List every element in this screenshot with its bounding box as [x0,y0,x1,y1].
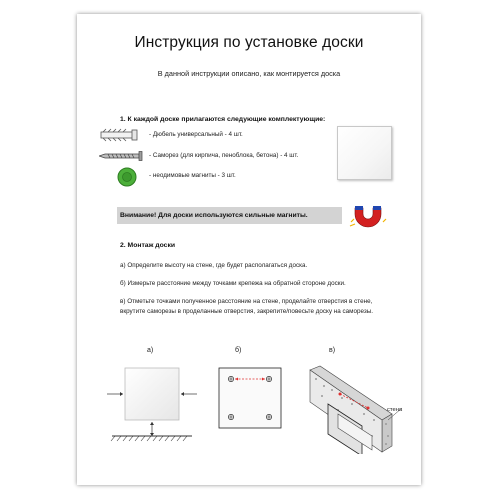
step-a-text: а) Определите высоту на стене, где будет располагаться доска. [120,262,308,269]
horseshoe-magnet-icon [349,204,387,230]
page-subtitle: В данной инструкции описано, как монтируется доска [157,69,341,78]
instruction-sheet [77,14,421,485]
warning-banner: Внимание! Для доски используются сильные магниты. [117,207,342,224]
step-b-text: б) Измерьте расстояние между точками крепежа на обратной стороне доски. [120,280,346,287]
dowel-icon [99,128,141,142]
diagram-a [107,364,197,444]
item-dowel-text: - Дюбель универсальный - 4 шт. [149,131,243,138]
wall-label: стена [387,407,403,413]
page-title: Инструкция по установке доски [134,34,364,51]
step-c-text: в) Отметьте точками полученное расстояние на стене, проделайте отверстия в стене, вкрутите саморезы в проделанные отверстия, закрепите/повесьте доску на саморезы. [120,298,374,315]
diagram-c [302,364,420,454]
board-illustration [337,126,392,180]
diagram-b [215,364,285,432]
diagram-b-label: б) [235,347,242,354]
section1-heading: 1. К каждой доске прилагаются следующие комплектующие: [120,116,326,123]
item-screw-text: - Саморез (для кирпича, пеноблока, бетона) - 4 шт. [149,152,299,159]
section2-heading: 2. Монтаж доски [120,242,176,249]
diagram-a-label: а) [147,347,154,354]
item-magnet-text: - неодимовые магниты - 3 шт. [149,172,236,179]
screw-icon [99,151,145,161]
magnet-icon [117,167,137,187]
diagram-c-label: в) [329,347,336,354]
